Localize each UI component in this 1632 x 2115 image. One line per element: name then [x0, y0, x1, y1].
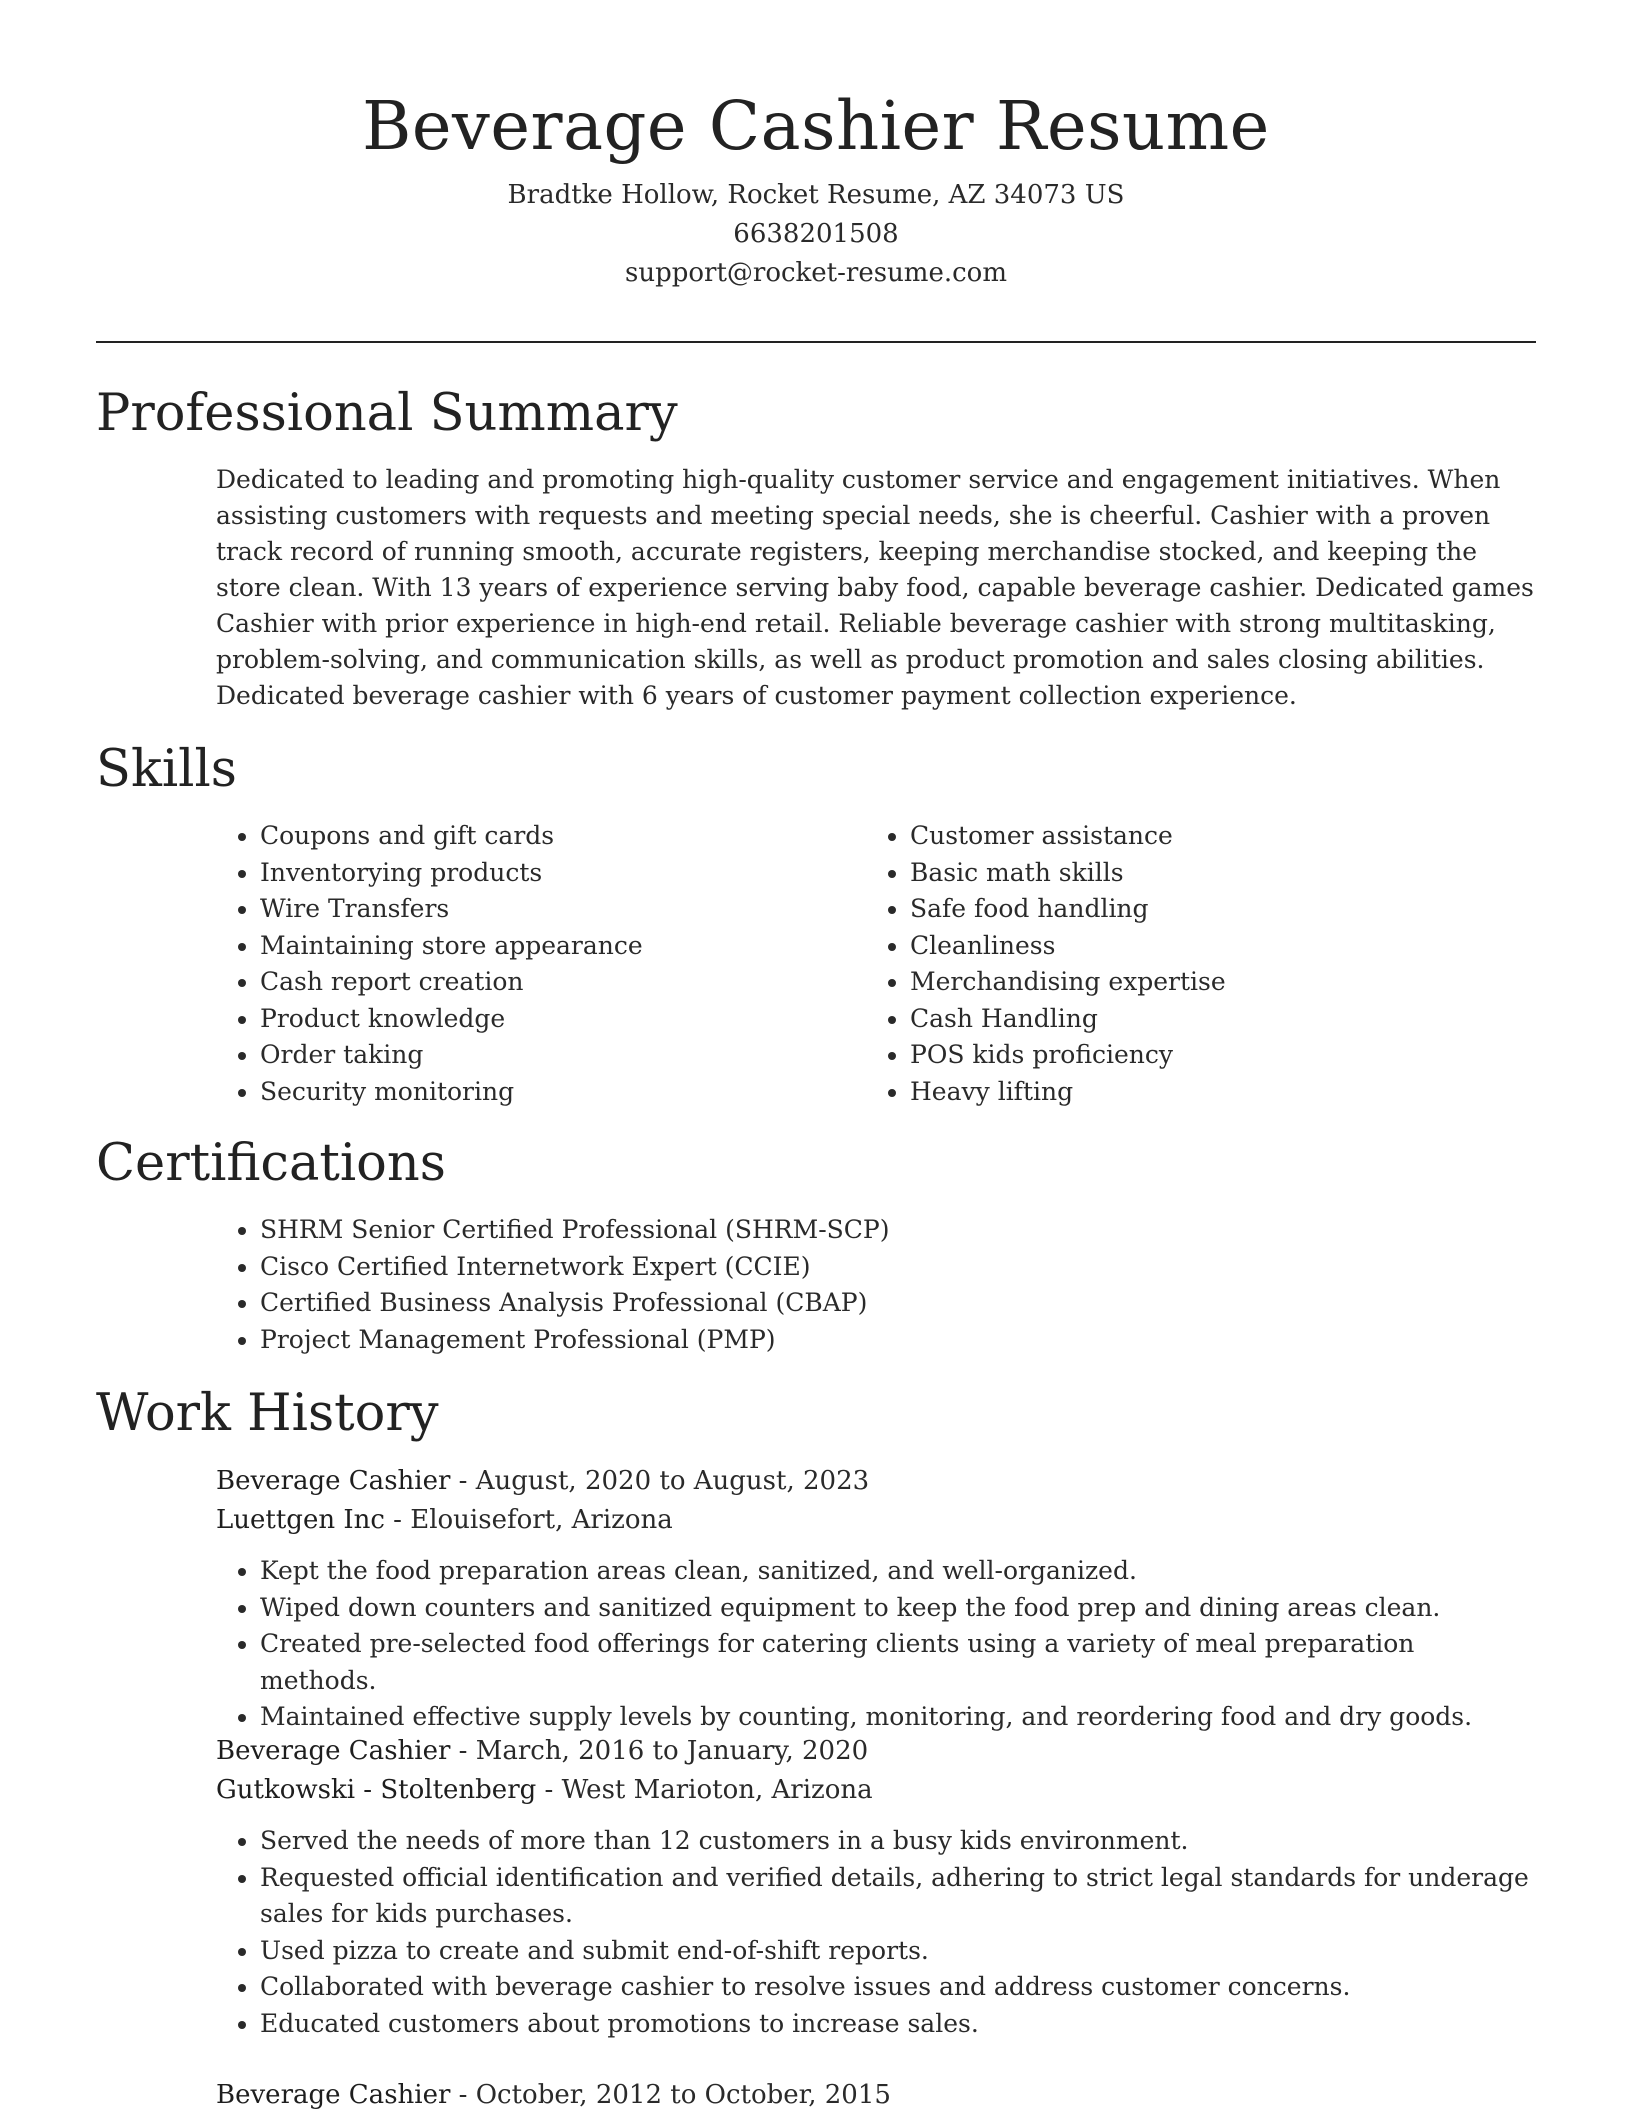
certifications-list — [216, 1212, 1536, 1358]
job-bullet: • Educated customers about promotions to increase sales. — [260, 2006, 1536, 2043]
skill-item: • Merchandising expertise — [910, 964, 1506, 1001]
section-heading-certifications: Certifications — [96, 1134, 446, 1193]
section-heading-skills: Skills — [96, 740, 237, 799]
contact-email: support@rocket-resume.com — [624, 258, 1007, 288]
skill-item: • Product knowledge — [260, 1001, 856, 1038]
skills-column-left — [216, 818, 856, 1110]
job-dates: - March, 2016 to January, 2020 — [450, 1736, 869, 1766]
skill-item: • Cash report creation — [260, 964, 856, 1001]
job-entry — [216, 2076, 1536, 2115]
job-bullet: • Collaborated with beverage cashier to resolve issues and address customer concerns. — [260, 1969, 1536, 2006]
job-company-line — [216, 1771, 1536, 1810]
job-bullets — [216, 1823, 1536, 2042]
certification-item: • SHRM Senior Certified Professional (SHRM-SCP) — [260, 1212, 1536, 1249]
header-divider — [96, 341, 1536, 343]
job-bullet: • Requested official identification and verified details, adhering to strict legal standards for underage sales for kids purchases. — [260, 1860, 1536, 1933]
contact-phone: 6638201508 — [733, 219, 899, 249]
skill-item: • Cleanliness — [910, 928, 1506, 965]
certification-item: • Certified Business Analysis Professional (CBAP) — [260, 1285, 1536, 1322]
skill-item: • Cash Handling — [910, 1001, 1506, 1038]
skill-item: • Heavy lifting — [910, 1074, 1506, 1111]
skill-item: • Safe food handling — [910, 891, 1506, 928]
job-bullet: • Created pre-selected food offerings for catering clients using a variety of meal preparation methods. — [260, 1626, 1536, 1699]
job-entry — [216, 1732, 1536, 2042]
skill-item: • Coupons and gift cards — [260, 818, 856, 855]
skill-item: • Wire Transfers — [260, 891, 856, 928]
job-title-line — [216, 1462, 1536, 1501]
job-bullet: • Maintained effective supply levels by counting, monitoring, and reordering food and dry goods. — [260, 1699, 1536, 1736]
job-company-line — [216, 1501, 1536, 1540]
contact-block — [96, 176, 1536, 293]
certifications-block — [216, 1212, 1536, 1358]
skills-column-right — [866, 818, 1506, 1110]
skill-item: • Order taking — [260, 1037, 856, 1074]
job-title: Beverage Cashier — [216, 1736, 451, 1766]
job-company: Gutkowski - Stoltenberg — [216, 1775, 537, 1805]
job-dates: - October, 2012 to October, 2015 — [450, 2080, 891, 2110]
section-heading-work-history: Work History — [96, 1384, 439, 1443]
contact-address: Bradtke Hollow, Rocket Resume, AZ 34073 US — [507, 180, 1125, 210]
resume-title: Beverage Cashier Resume — [362, 87, 1270, 165]
job-bullet: • Used pizza to create and submit end-of-shift reports. — [260, 1933, 1536, 1970]
skills-list-right — [866, 818, 1506, 1110]
job-title-line — [216, 2076, 1536, 2115]
job-company: Luettgen Inc — [216, 1505, 385, 1535]
job-title: Beverage Cashier — [216, 1466, 451, 1496]
skill-item: • Maintaining store appearance — [260, 928, 856, 965]
certification-item: • Project Management Professional (PMP) — [260, 1322, 1536, 1359]
certification-item: • Cisco Certified Internetwork Expert (CCIE) — [260, 1249, 1536, 1286]
resume-header — [96, 80, 1536, 293]
job-title-line — [216, 1732, 1536, 1771]
skill-item: • POS kids proficiency — [910, 1037, 1506, 1074]
skill-item: • Security monitoring — [260, 1074, 856, 1111]
job-dates: - August, 2020 to August, 2023 — [450, 1466, 870, 1496]
job-title: Beverage Cashier — [216, 2080, 451, 2110]
job-entry — [216, 1462, 1536, 1736]
skill-item: • Customer assistance — [910, 818, 1506, 855]
job-location: - Elouisefort, Arizona — [384, 1505, 673, 1535]
skill-item: • Inventorying products — [260, 855, 856, 892]
job-bullet: • Served the needs of more than 12 customers in a busy kids environment. — [260, 1823, 1536, 1860]
job-bullets — [216, 1553, 1536, 1736]
job-bullet: • Wiped down counters and sanitized equipment to keep the food prep and dining areas clean. — [260, 1590, 1536, 1627]
skills-list-left — [216, 818, 856, 1110]
job-location: - West Marioton, Arizona — [536, 1775, 873, 1805]
job-bullet: • Kept the food preparation areas clean, sanitized, and well-organized. — [260, 1553, 1536, 1590]
skill-item: • Basic math skills — [910, 855, 1506, 892]
summary-text: Dedicated to leading and promoting high-quality customer service and engagement initiatives. When assisting customers with requests and meeting special needs, she is cheerful. Cashier with a proven track record of running smooth, accurate registers, keeping merchandise stocked, and keeping the store clean. With 13 years of experience serving baby food, capable beverage cashier. Dedicated games Cashier with prior experience in high-end retail. Reliable beverage cashier with strong multitasking, problem-solving, and communication skills, as well as product promotion and sales closing abilities. Dedicated beverage cashier with 6 years of customer payment collection experience. — [216, 465, 1534, 710]
section-heading-summary: Professional Summary — [96, 384, 678, 443]
